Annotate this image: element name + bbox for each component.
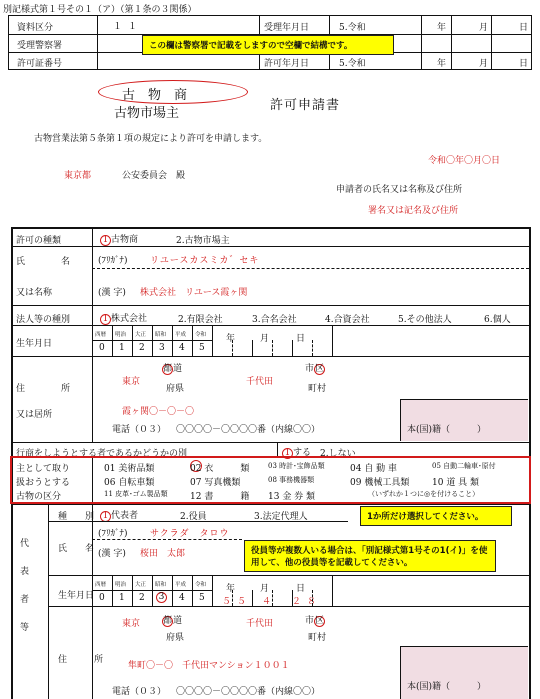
era-taisho: 大正 xyxy=(135,582,147,588)
police-box-note: この欄は警察署で記載をしますので空欄で結構です。 xyxy=(142,35,394,55)
era-code: 1 xyxy=(119,343,125,353)
category-09[interactable]: 09 機械工具類 xyxy=(350,478,410,488)
category-04[interactable]: 04 自 動 車 xyxy=(350,464,398,474)
era-reiwa: 令和 xyxy=(195,582,207,588)
name-label-alt: 又は名称 xyxy=(16,288,53,298)
corp-type-option-4[interactable]: 4.合資会社 xyxy=(325,315,370,325)
month-unit: 月 xyxy=(260,334,270,344)
category-11[interactable]: 11 皮革･ゴム製品類 xyxy=(104,490,168,498)
fuken-label: 府県 xyxy=(166,384,185,394)
title-main: 許可申請書 xyxy=(270,98,341,113)
corp-type-label: 法人等の種別 xyxy=(16,315,71,325)
commission-addressee: 公安委員会 殿 xyxy=(122,171,186,181)
shi-ku-label: 市区 xyxy=(305,364,325,374)
title-option-market-owner: 古物市場主 xyxy=(114,106,180,121)
shi-ku-label: 市区 xyxy=(305,616,325,626)
category-10[interactable]: 10 道 具 類 xyxy=(432,478,480,488)
officer-era-grid xyxy=(92,575,212,606)
kanji-value[interactable]: 株式会社 リユース霞ヶ関 xyxy=(140,288,248,298)
category-instruction: （いずれか１つに◎を付けること） xyxy=(368,490,480,498)
officer-birth-label: 生年月日 xyxy=(58,591,95,601)
data-category-value: １１ xyxy=(113,22,144,32)
era-showa: 昭和 xyxy=(155,582,167,588)
officer-section-label: 代表者等 xyxy=(20,539,30,633)
era-code: 2 xyxy=(139,343,145,353)
officer-address-prefecture[interactable]: 東京 xyxy=(122,619,141,629)
era-showa: 昭和 xyxy=(155,332,167,338)
nationality-label: 本(国)籍（ ） xyxy=(407,425,487,435)
era-code: 5 xyxy=(199,593,205,603)
signature-note: 署名又は記名及び住所 xyxy=(368,206,459,216)
officer-address-city[interactable]: 千代田 xyxy=(246,619,274,629)
officer-nationality-box xyxy=(400,646,528,699)
month-unit: 月 xyxy=(479,23,489,33)
day-unit: 日 xyxy=(519,23,529,33)
applicant-caption: 申請者の氏名又は名称及び住所 xyxy=(336,185,463,195)
era-code: 0 xyxy=(99,593,105,603)
era-heisei: 平成 xyxy=(175,582,187,588)
category-note: 1か所だけ選択してください。 xyxy=(360,506,512,526)
officer-address-street[interactable]: 隼町〇－〇 千代田マンション１００１ xyxy=(128,661,290,671)
officer-birth-year[interactable]: ５５ xyxy=(222,597,253,607)
application-date: 令和〇年〇月〇日 xyxy=(428,156,501,166)
permit-era: 5.令和 xyxy=(339,59,366,69)
officer-type-label: 種 別 xyxy=(58,512,95,522)
era-code: 0 xyxy=(99,343,105,353)
month-unit: 月 xyxy=(260,584,270,594)
era-taisho: 大正 xyxy=(135,332,147,338)
category-label-1: 主として取り xyxy=(16,464,71,474)
day-unit: 日 xyxy=(296,334,306,344)
category-label-3: 古物の区分 xyxy=(16,492,62,502)
fuken-label: 府県 xyxy=(166,633,185,643)
nationality-box xyxy=(400,399,528,441)
to-char: 都道 xyxy=(163,364,183,374)
kanji-label: (漢 字) xyxy=(98,288,126,298)
form-label: 別記様式第１号その１（ア）（第１条の３関係） xyxy=(3,5,197,15)
category-06[interactable]: 06 自転車類 xyxy=(104,478,155,488)
era-code: 5 xyxy=(199,343,205,353)
officer-type-option-1[interactable]: 1 代表者 xyxy=(100,508,138,522)
receipt-date-label: 受理年月日 xyxy=(264,23,310,33)
corp-type-option-3[interactable]: 3.合名会社 xyxy=(252,315,297,325)
officer-phone-value[interactable]: 〇〇〇〇－〇〇〇〇番（内線〇〇） xyxy=(176,687,321,697)
receiving-police-label: 受理警察署 xyxy=(17,41,63,51)
data-category-label: 資料区分 xyxy=(17,23,54,33)
category-12[interactable]: 12 書 籍 xyxy=(190,492,250,502)
address-city[interactable]: 千代田 xyxy=(246,377,274,387)
category-02[interactable]: 02 衣 類 xyxy=(190,464,250,474)
era-western: 西暦 xyxy=(95,582,107,588)
intent-option-2[interactable]: 2.しない xyxy=(320,449,356,459)
category-08[interactable]: 08 事務機器類 xyxy=(268,476,315,484)
era-heisei: 平成 xyxy=(175,332,187,338)
chouson-label: 町村 xyxy=(308,384,327,394)
officer-birth-day[interactable]: ２８ xyxy=(292,597,323,607)
permit-type-label: 許可の種類 xyxy=(16,236,62,246)
receipt-era: 5.令和 xyxy=(339,23,366,33)
era-meiji: 明治 xyxy=(115,582,127,588)
year-unit: 年 xyxy=(437,23,447,33)
title-option-antique-dealer: 古 物 商 xyxy=(122,88,188,103)
era-code: 4 xyxy=(179,593,185,603)
era-code-selected: 3 xyxy=(156,592,167,603)
address-label: 住 所 xyxy=(16,384,71,394)
category-01[interactable]: 01 美術品類 xyxy=(104,464,155,474)
officer-furigana-value[interactable]: サクラダ タロウ xyxy=(150,529,230,539)
era-western: 西暦 xyxy=(95,332,107,338)
permit-date-label: 許可年月日 xyxy=(264,59,310,69)
officer-type-option-3[interactable]: 3.法定代理人 xyxy=(254,512,308,522)
era-code: 1 xyxy=(119,593,125,603)
corp-type-option-2[interactable]: 2.有限会社 xyxy=(178,315,223,325)
chouson-label: 町村 xyxy=(308,633,327,643)
to-char: 都道 xyxy=(163,616,183,626)
day-unit: 日 xyxy=(519,59,529,69)
permit-number-label: 許可証番号 xyxy=(17,59,63,69)
era-code: 2 xyxy=(139,593,145,603)
address-label-alt: 又は居所 xyxy=(16,410,53,420)
officer-kanji-value[interactable]: 桜田 太郎 xyxy=(140,549,186,559)
category-07[interactable]: 07 写真機類 xyxy=(190,478,241,488)
permit-type-option-2[interactable]: 2.古物市場主 xyxy=(176,236,230,246)
furigana-value[interactable]: リユースカスミカ゛セキ xyxy=(150,256,260,266)
officer-name-label: 氏 名 xyxy=(58,544,95,554)
category-05[interactable]: 05 自動二輪車･原付 xyxy=(432,462,496,470)
birth-label: 生年月日 xyxy=(16,339,53,349)
address-street[interactable]: 霞ヶ関〇－〇－〇 xyxy=(122,407,195,417)
name-label: 氏 名 xyxy=(16,257,71,267)
era-reiwa: 令和 xyxy=(195,332,207,338)
officer-note: 役員等が複数人いる場合は、「別記様式第1号その1(イ)」を使用して、他の役員等を記載してください。 xyxy=(244,540,496,572)
intent-option-1[interactable]: 1 する xyxy=(282,445,311,459)
category-03[interactable]: 03 時計･宝飾品類 xyxy=(268,462,325,470)
officer-nationality-label: 本(国)籍（ ） xyxy=(407,682,487,692)
corp-type-option-6[interactable]: 6.個人 xyxy=(484,315,511,325)
day-unit: 日 xyxy=(296,584,306,594)
phone-value[interactable]: 〇〇〇〇－〇〇〇〇番（内線〇〇） xyxy=(176,425,321,435)
year-unit: 年 xyxy=(226,334,236,344)
corp-type-option-5[interactable]: 5.その他法人 xyxy=(398,315,452,325)
category-13[interactable]: 13 金 券 類 xyxy=(268,492,316,502)
era-code: 4 xyxy=(179,343,185,353)
intent-label: 行商をしようとする者であるかどうかの別 xyxy=(16,449,188,459)
officer-birth-month[interactable]: ４ xyxy=(262,597,272,607)
legal-statement: 古物営業法第５条第１項の規定により許可を申請します。 xyxy=(34,134,268,144)
era-meiji: 明治 xyxy=(115,332,127,338)
era-code: 3 xyxy=(159,343,165,353)
furigana-label: (ﾌﾘｶﾞﾅ) xyxy=(98,256,128,266)
permit-type-option-1[interactable]: 1 古物商 xyxy=(100,232,138,246)
officer-furigana-label: (ﾌﾘｶﾞﾅ) xyxy=(98,529,128,539)
officer-kanji-label: (漢 字) xyxy=(98,549,126,559)
month-unit: 月 xyxy=(479,59,489,69)
phone-label: 電話（０３） xyxy=(112,425,167,435)
prefecture: 東京都 xyxy=(64,171,92,181)
corp-type-option-1[interactable]: 1 株式会社 xyxy=(100,311,147,325)
officer-address-label: 住 所 xyxy=(58,655,104,665)
era-grid xyxy=(92,325,212,356)
category-label-2: 扱おうとする xyxy=(16,478,71,488)
year-unit: 年 xyxy=(226,584,236,594)
year-unit: 年 xyxy=(437,59,447,69)
address-prefecture[interactable]: 東京 xyxy=(122,377,141,387)
officer-type-option-2[interactable]: 2.役員 xyxy=(180,512,207,522)
officer-phone-label: 電話（０３） xyxy=(112,687,167,697)
